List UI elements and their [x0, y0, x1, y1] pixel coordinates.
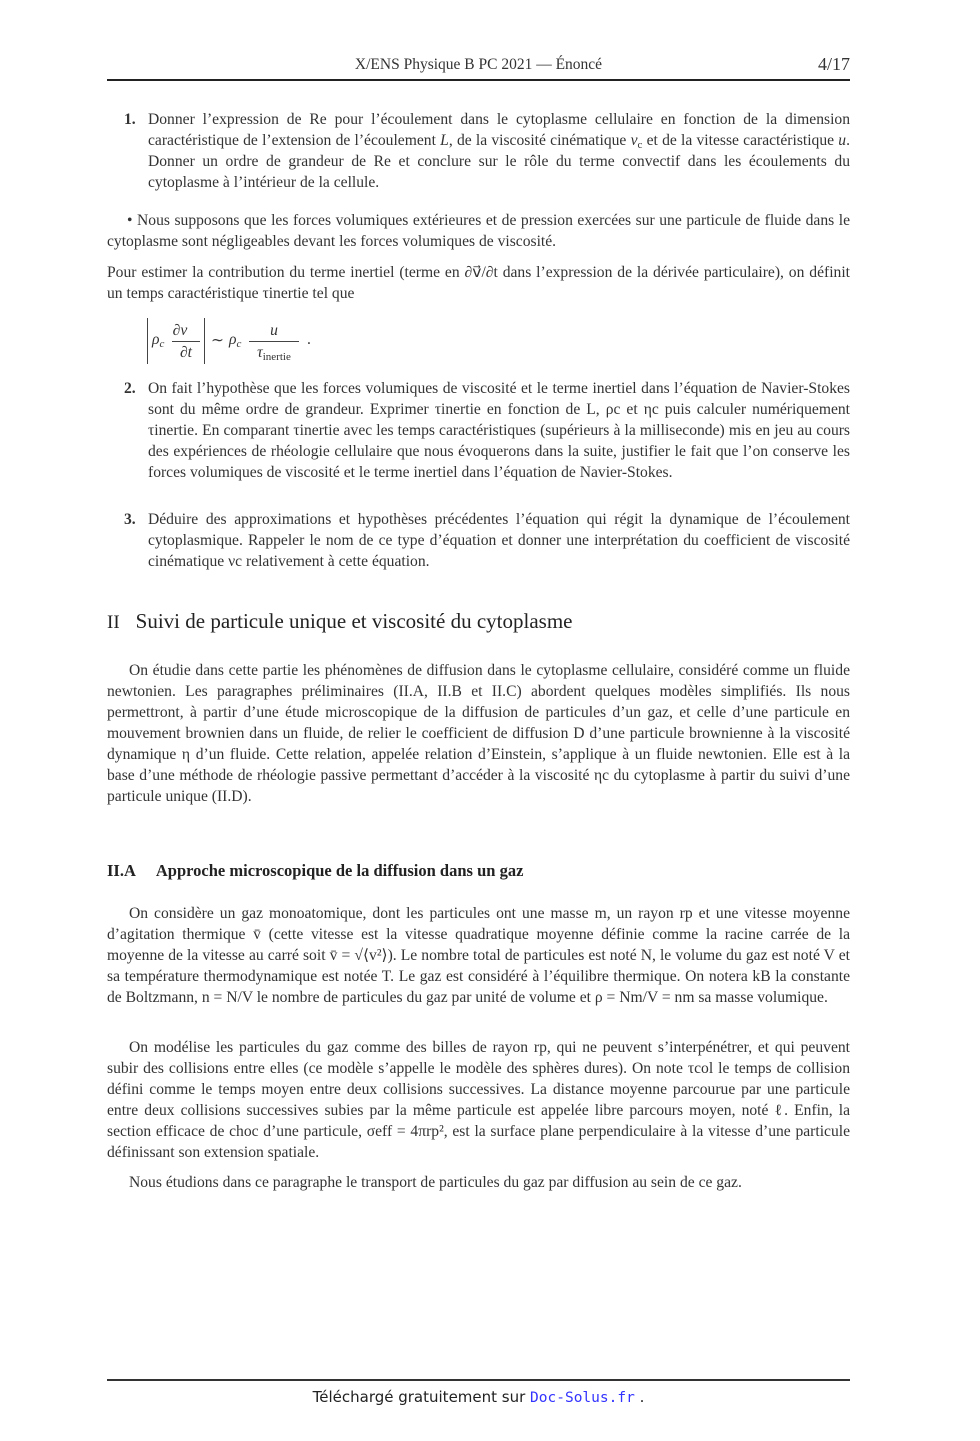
paragraph-gas-model: On considère un gaz monoatomique, dont les particules ont une masse m, un rayon rp et une vitesse moyenne d’agitation thermique v̄ (cette vitesse est la vitesse quadratique moyenne définie comme la racine carrée de la moyenne de la vitesse au carré soit v̄ = √⟨v²⟩). Le nombre total de particules est noté N, le volume du gaz est noté V et sa température thermodynamique est notée T. Le gaz est considéré à l’équilibre thermique. On notera kB la constante de Boltzmann, n = N/V le nombre de particules du gaz par unité de volume et ρ = Nm/V = nm sa masse volumique.: [107, 905, 850, 1006]
inertia-formula: [147, 318, 347, 366]
section-heading: [107, 609, 572, 634]
header-rule: [107, 79, 850, 81]
rhs-numerator: u: [270, 322, 278, 339]
section-title: Suivi de particule unique et viscosité du cytoplasme: [135, 609, 573, 633]
page-number: 4/17: [817, 54, 850, 74]
abs-bar-left: [147, 318, 148, 364]
page-footer: Téléchargé gratuitement sur Doc-Solus.fr .: [312, 1388, 645, 1406]
question-number: 2.: [124, 380, 136, 397]
section-number: II: [107, 612, 120, 633]
doc-solus-link[interactable]: Doc-Solus.fr: [530, 1390, 635, 1406]
bullet-paragraph: • Nous supposons que les forces volumiques extérieures et de pression exercées sur une particule de fluide dans le cytoplasme sont négligeables devant les forces volumiques de viscosité.: [107, 212, 850, 250]
rhs-density: $\rho_c$: [229, 331, 242, 350]
subsection-title: Approche microscopique de la diffusion dans un gaz: [155, 861, 524, 880]
inertia-paragraph: Pour estimer la contribution du terme inertiel (terme en ∂v⃗/∂t dans l’expression de la dérivée particulaire), on définit un temps caractéristique τinertie tel que: [107, 264, 850, 302]
question-2: [107, 378, 850, 483]
header-title: X/ENS Physique B PC 2021 — Énoncé: [354, 56, 603, 73]
lhs-fraction: [172, 320, 200, 363]
footer-rule: [107, 1379, 850, 1381]
rhs-denominator: $\tau_{inertie}$: [249, 341, 299, 363]
question-text: Déduire des approximations et hypothèses précédentes l’équation qui régit la dynamique de l’écoulement cytoplasmique. Rappeler le nom de ce type d’équation et donner une interprétation du coefficient de viscosité cinématique νc relativement à cette équation.: [148, 511, 850, 570]
lhs-density: $\rho_c$: [152, 331, 165, 350]
section-intro: On étudie dans cette partie les phénomènes de diffusion dans le cytoplasme cellulaire, considéré comme un fluide newtonien. Les paragraphes préliminaires (II.A, II.B et II.C) abordent quelques modèles simplifiés. Ils nous permettront, à partir d’une étude microscopique de la diffusion de particules d’un gaz, et celle d’une particule en mouvement brownien dans un fluide, de relier le coefficient de diffusion D d’une particule brownienne à la viscosité dynamique η d’un fluide. Cette relation, appelée relation d’Einstein, s’applique à un fluide newtonien. Elle est à la base d’une méthode de rhéologie passive permettant d’accéder à la viscosité ηc du cytoplasme à partir du suivi d’une particule unique (II.D).: [107, 662, 850, 805]
question-text: On fait l’hypothèse que les forces volumiques de viscosité et le terme inertiel dans l’équation de Navier-Stokes sont du même ordre de grandeur. Exprimer τinertie en fonction de L, ρc et ηc puis calculer numériquement τinertie. En comparant τinertie avec les temps caractéristiques (supérieurs à la milliseconde) mis en jeu au cours des expériences de rhéologie cellulaire que nous évoquerons dans la suite, justifier le fait que l’on conserve les forces volumiques de viscosité et le terme inertiel dans l’équation de Navier-Stokes.: [148, 380, 850, 481]
question-3: [107, 509, 850, 572]
relation-symbol: ∼: [211, 332, 225, 349]
question-1: [107, 109, 850, 193]
footer-text: Téléchargé gratuitement sur: [312, 1388, 531, 1406]
question-text: Donner l’expression de Re pour l’écoulement dans le cytoplasme cellulaire en fonction de la dimension caractéristique de l’extension de l’écoulement L, de la viscosité cinématique $\nu_c$ et de la vitesse caractéristique u. Donner un ordre de grandeur de Re et conclure sur le rôle du terme convectif dans les écoulements du cytoplasme à l’intérieur de la cellule.: [148, 111, 850, 191]
subsection-heading: [107, 861, 523, 881]
lhs-numerator: ∂v⃗: [172, 322, 200, 339]
paragraph-transport: Nous étudions dans ce paragraphe le transport de particules du gaz par diffusion au sein de ce gaz.: [129, 1174, 742, 1191]
question-number: 1.: [124, 111, 136, 128]
subsection-number: II.A: [107, 861, 136, 880]
rhs-fraction: [249, 320, 299, 363]
lhs-denominator: ∂t: [172, 341, 200, 363]
abs-bar-right: [204, 318, 205, 364]
formula-period: .: [307, 331, 311, 348]
page-header: [107, 56, 850, 78]
question-number: 3.: [124, 511, 136, 528]
paragraph-hard-spheres: On modélise les particules du gaz comme des billes de rayon rp, qui ne peuvent s’interpénétrer, et qui peuvent subir des collisions entre elles (ce modèle s’appelle le modèle des sphères dures). On note τcol le temps de collision défini comme le temps moyen entre deux collisions successives. La distance moyenne parcourue par une particule entre deux collisions successives subies par la même particule est appelée libre parcours moyen, noté ℓ. Enfin, la section efficace de choc d’une particule, σeff = 4πrp², est la surface plane perpendiculaire à la vitesse d’une particule définissant son extension spatiale.: [107, 1039, 850, 1161]
